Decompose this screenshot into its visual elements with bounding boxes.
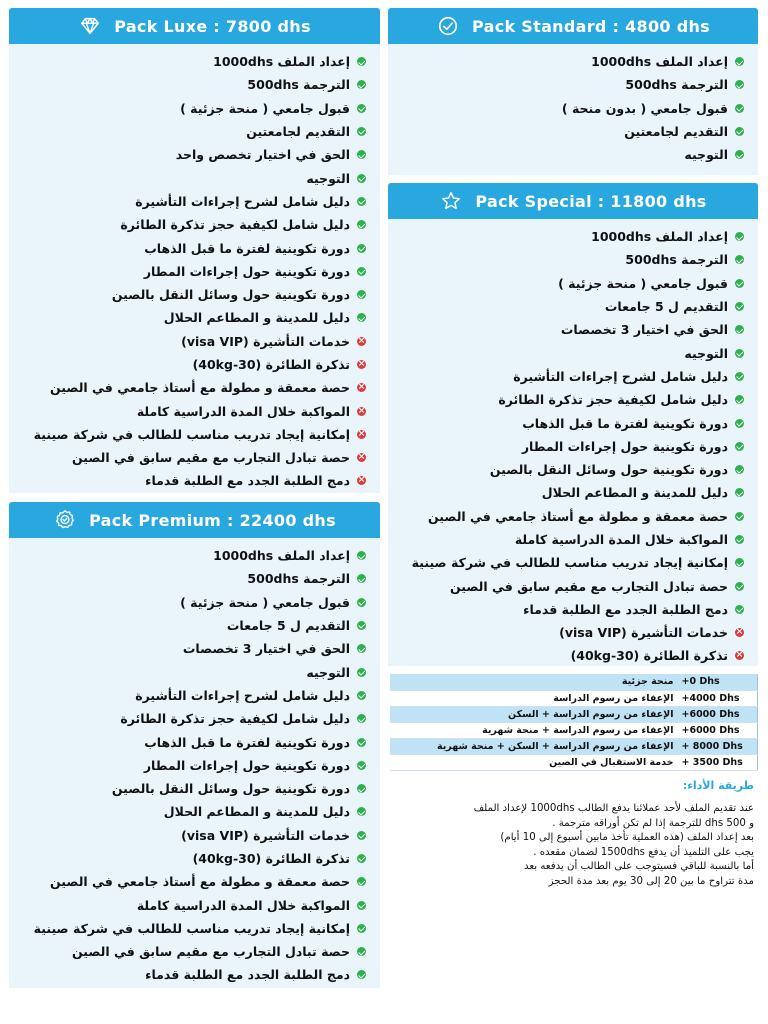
price-row bbox=[390, 722, 758, 738]
price-amount: + 8000 Dhs bbox=[678, 738, 758, 754]
check-icon bbox=[357, 877, 366, 886]
pack-luxe-features bbox=[9, 44, 380, 493]
check-icon bbox=[357, 668, 366, 677]
check-icon bbox=[357, 197, 366, 206]
feature-label: المواكبة خلال المدة الدراسية كاملة bbox=[514, 532, 728, 547]
check-icon bbox=[357, 220, 366, 229]
feature-item bbox=[398, 621, 744, 644]
feature-label: دليل شامل لشرح إجراءات التأشيرة bbox=[135, 193, 350, 209]
feature-item bbox=[19, 190, 366, 213]
price-amount: + 3500 Dhs bbox=[678, 754, 758, 770]
feature-item bbox=[19, 376, 366, 399]
feature-label: التوجيه bbox=[684, 147, 728, 163]
check-icon bbox=[357, 57, 366, 66]
pack-premium-features bbox=[9, 538, 380, 987]
feature-label: دليل شامل لكيفية حجز تذكرة الطائرة bbox=[120, 217, 350, 233]
cross-icon bbox=[357, 360, 366, 369]
check-icon bbox=[357, 761, 366, 770]
cross-icon bbox=[357, 383, 366, 392]
check-icon bbox=[357, 901, 366, 910]
check-icon bbox=[357, 267, 366, 276]
feature-label: الترجمة 500dhs bbox=[625, 77, 728, 93]
feature-label: دورة تكوينية حول وسائل النقل بالصين bbox=[111, 781, 350, 797]
feature-item bbox=[398, 225, 744, 248]
feature-label: حصة تبادل التجارب مع مقيم سابق في الصين bbox=[449, 578, 728, 594]
cross-icon bbox=[357, 476, 366, 485]
payment-line: بعد إعداد الملف (هذه العملية تأخذ مابين أسبوع إلى 10 أيام) bbox=[500, 832, 754, 843]
feature-label: دليل شامل لشرح إجراءات التأشيرة bbox=[513, 368, 728, 384]
price-label: الإعفاء من رسوم الدراسة + السكن + منحة شهرية bbox=[390, 738, 678, 754]
feature-label: خدمات التأشيرة (visa VIP) bbox=[559, 625, 728, 641]
check-icon bbox=[357, 807, 366, 816]
check-icon bbox=[735, 442, 744, 451]
price-amount: +0 Dhs bbox=[678, 674, 758, 690]
price-amount: +6000 Dhs bbox=[678, 722, 758, 738]
feature-item bbox=[19, 730, 366, 753]
feature-label: دمج الطلبة الجدد مع الطلبة قدماء bbox=[145, 967, 350, 983]
feature-item bbox=[19, 97, 366, 120]
feature-item bbox=[398, 295, 744, 318]
price-amount: +4000 Dhs bbox=[678, 690, 758, 706]
feature-item bbox=[19, 777, 366, 800]
feature-label: إمكانية إيجاد تدريب مناسب للطالب في شركة صينية bbox=[33, 920, 350, 936]
check-icon bbox=[735, 232, 744, 241]
pack-special-features bbox=[388, 219, 758, 668]
feature-label: دليل للمدينة و المطاعم الحلال bbox=[163, 804, 350, 820]
feature-item bbox=[19, 469, 366, 492]
check-icon bbox=[735, 582, 744, 591]
feature-item bbox=[398, 435, 744, 458]
feature-label: التوجيه bbox=[684, 345, 728, 361]
feature-item bbox=[19, 707, 366, 730]
feature-label: التقديم ل 5 جامعات bbox=[226, 618, 350, 634]
feature-label: قبول جامعي ( بدون منحة ) bbox=[561, 100, 728, 116]
feature-label: الحق في اختيار تخصص واحد bbox=[175, 147, 350, 163]
feature-label: خدمات التأشيرة (visa VIP) bbox=[181, 827, 350, 843]
pack-standard-card bbox=[388, 8, 758, 175]
feature-item bbox=[19, 963, 366, 986]
pack-standard-features bbox=[388, 44, 758, 166]
price-row bbox=[390, 754, 758, 770]
check-icon bbox=[357, 127, 366, 136]
feature-item bbox=[398, 388, 744, 411]
feature-item bbox=[19, 166, 366, 189]
check-icon bbox=[357, 854, 366, 863]
price-row bbox=[390, 706, 758, 722]
feature-label: حصة تبادل التجارب مع مقيم سابق في الصين bbox=[71, 450, 350, 466]
feature-label: دورة تكوينية حول وسائل النقل بالصين bbox=[489, 462, 728, 478]
feature-item bbox=[19, 283, 366, 306]
feature-label: المواكبة خلال المدة الدراسية كاملة bbox=[136, 403, 350, 419]
feature-label: الحق في اختيار 3 تخصصات bbox=[182, 641, 350, 657]
feature-label: إعداد الملف 1000dhs bbox=[213, 548, 350, 564]
feature-item bbox=[398, 598, 744, 621]
feature-label: المواكبة خلال المدة الدراسية كاملة bbox=[136, 897, 350, 913]
feature-label: التوجيه bbox=[306, 170, 350, 186]
feature-item bbox=[19, 800, 366, 823]
feature-item bbox=[398, 574, 744, 597]
feature-label: تذكرة الطائرة (30-40kg) bbox=[192, 851, 350, 866]
feature-item bbox=[19, 236, 366, 259]
feature-item bbox=[19, 917, 366, 940]
price-row bbox=[390, 674, 758, 690]
check-icon bbox=[735, 419, 744, 428]
check-icon bbox=[357, 784, 366, 793]
feature-item bbox=[398, 120, 744, 143]
feature-label: دورة تكوينية حول وسائل النقل بالصين bbox=[111, 287, 350, 303]
price-label: الإعفاء من رسوم الدراسة + السكن bbox=[390, 706, 678, 722]
feature-label: دليل شامل لكيفية حجز تذكرة الطائرة bbox=[120, 711, 350, 727]
cross-icon bbox=[357, 407, 366, 416]
feature-label: حصة معمقة و مطولة مع أستاذ جامعي في الصين bbox=[50, 874, 350, 890]
feature-label: دليل شامل لكيفية حجز تذكرة الطائرة bbox=[498, 392, 728, 408]
feature-item bbox=[398, 318, 744, 341]
feature-item bbox=[398, 73, 744, 96]
feature-item bbox=[19, 847, 366, 870]
cross-icon bbox=[357, 430, 366, 439]
feature-item bbox=[398, 644, 744, 667]
pack-luxe-card bbox=[9, 8, 380, 493]
feature-item bbox=[398, 365, 744, 388]
feature-item bbox=[19, 330, 366, 353]
payment-method-title: طريقة الأداء: bbox=[682, 779, 754, 792]
feature-label: دورة تكوينية لفترة ما قبل الذهاب bbox=[522, 415, 728, 431]
feature-item bbox=[19, 754, 366, 777]
price-label: منحة جزئية bbox=[390, 674, 678, 690]
check-icon bbox=[357, 244, 366, 253]
check-icon bbox=[735, 325, 744, 334]
feature-label: الترجمة 500dhs bbox=[247, 77, 350, 93]
check-icon bbox=[735, 255, 744, 264]
feature-item bbox=[19, 684, 366, 707]
feature-item bbox=[19, 50, 366, 73]
feature-label: دورة تكوينية لفترة ما قبل الذهاب bbox=[144, 240, 350, 256]
feature-label: الحق في اختيار 3 تخصصات bbox=[560, 322, 728, 338]
feature-label: خدمات التأشيرة (visa VIP) bbox=[181, 333, 350, 349]
feature-label: حصة معمقة و مطولة مع أستاذ جامعي في الصين bbox=[50, 380, 350, 396]
feature-label: إمكانية إيجاد تدريب مناسب للطالب في شركة صينية bbox=[33, 426, 350, 442]
check-icon bbox=[357, 621, 366, 630]
feature-item bbox=[398, 505, 744, 528]
feature-item bbox=[398, 551, 744, 574]
check-icon bbox=[735, 558, 744, 567]
feature-label: إعداد الملف 1000dhs bbox=[591, 229, 728, 245]
feature-item bbox=[398, 458, 744, 481]
feature-label: التقديم ل 5 جامعات bbox=[604, 299, 728, 315]
feature-label: إعداد الملف 1000dhs bbox=[213, 54, 350, 70]
cross-icon bbox=[735, 628, 744, 637]
check-icon bbox=[357, 598, 366, 607]
feature-label: دورة تكوينية حول إجراءات المطار bbox=[143, 757, 350, 773]
feature-item bbox=[19, 260, 366, 283]
check-icon bbox=[735, 57, 744, 66]
feature-label: دورة تكوينية لفترة ما قبل الذهاب bbox=[144, 734, 350, 750]
feature-label: الترجمة 500dhs bbox=[625, 252, 728, 268]
check-icon bbox=[357, 947, 366, 956]
feature-item bbox=[19, 637, 366, 660]
check-icon bbox=[735, 104, 744, 113]
check-icon bbox=[357, 714, 366, 723]
check-icon bbox=[357, 290, 366, 299]
feature-item bbox=[19, 423, 366, 446]
check-circle-icon bbox=[436, 14, 460, 38]
feature-label: دليل للمدينة و المطاعم الحلال bbox=[541, 485, 728, 501]
feature-item bbox=[19, 567, 366, 590]
check-icon bbox=[735, 80, 744, 89]
feature-label: تذكرة الطائرة (30-40kg) bbox=[570, 648, 728, 664]
feature-item bbox=[19, 73, 366, 96]
feature-item bbox=[19, 940, 366, 963]
scholarship-price-table bbox=[390, 674, 758, 771]
check-icon bbox=[357, 80, 366, 89]
payment-method-section bbox=[388, 778, 758, 889]
pack-standard-header bbox=[388, 8, 758, 44]
payment-line: و 500 dhs للترجمة إذا لم تكن أوراقه مترجمة . bbox=[552, 817, 754, 829]
diamond-icon bbox=[78, 14, 102, 38]
feature-item bbox=[398, 528, 744, 551]
price-row bbox=[390, 690, 758, 706]
feature-label: دليل للمدينة و المطاعم الحلال bbox=[163, 310, 350, 326]
pack-premium-header bbox=[9, 502, 380, 538]
check-icon bbox=[735, 372, 744, 381]
feature-item bbox=[19, 614, 366, 637]
cross-icon bbox=[357, 337, 366, 346]
feature-label: دورة تكوينية حول إجراءات المطار bbox=[521, 438, 728, 454]
price-label: الإعفاء من رسوم الدراسة bbox=[390, 690, 678, 706]
cross-icon bbox=[735, 651, 744, 660]
feature-item bbox=[19, 660, 366, 683]
feature-item bbox=[398, 143, 744, 166]
check-icon bbox=[357, 691, 366, 700]
pack-premium-card bbox=[9, 502, 380, 988]
price-row bbox=[390, 738, 758, 754]
feature-label: دمج الطلبة الجدد مع الطلبة قدماء bbox=[523, 601, 728, 617]
check-icon bbox=[357, 551, 366, 560]
price-label: خدمة الاستقبال في الصين bbox=[390, 754, 678, 770]
feature-item bbox=[19, 870, 366, 893]
payment-line: مدة تتراوح ما بين 20 إلى 30 يوم بعد مدة الحجز bbox=[548, 875, 754, 887]
feature-label: دورة تكوينية حول إجراءات المطار bbox=[143, 263, 350, 279]
check-icon bbox=[357, 738, 366, 747]
check-icon bbox=[357, 831, 366, 840]
feature-label: دمج الطلبة الجدد مع الطلبة قدماء bbox=[145, 473, 350, 489]
pack-special-title: Pack Special : 11800 dhs bbox=[475, 191, 707, 211]
feature-item bbox=[19, 120, 366, 143]
check-icon bbox=[735, 535, 744, 544]
feature-label: تذكرة الطائرة (30-40kg) bbox=[192, 357, 350, 372]
payment-line: أما بالنسبة للباقي فسيتوجب على الطالب أن يدفعه بعد bbox=[523, 861, 754, 872]
payment-method-text bbox=[388, 802, 758, 889]
check-icon bbox=[357, 644, 366, 653]
feature-item bbox=[398, 248, 744, 271]
check-icon bbox=[357, 970, 366, 979]
check-icon bbox=[735, 150, 744, 159]
pack-special-header bbox=[388, 183, 758, 219]
payment-line: عند تقديم الملف لأحد عملائنا يدفع الطالب 1000dhs لإعداد الملف bbox=[473, 803, 754, 814]
feature-label: قبول جامعي ( منحة جزئية ) bbox=[180, 100, 350, 116]
check-icon bbox=[357, 574, 366, 583]
feature-item bbox=[19, 213, 366, 236]
price-amount: +6000 Dhs bbox=[678, 706, 758, 722]
feature-label: قبول جامعي ( منحة جزئية ) bbox=[558, 275, 728, 291]
check-icon bbox=[735, 395, 744, 404]
feature-item bbox=[398, 97, 744, 120]
check-icon bbox=[357, 313, 366, 322]
feature-item bbox=[398, 272, 744, 295]
feature-label: إمكانية إيجاد تدريب مناسب للطالب في شركة صينية bbox=[411, 555, 728, 571]
check-icon bbox=[357, 174, 366, 183]
feature-item bbox=[398, 481, 744, 504]
feature-label: حصة تبادل التجارب مع مقيم سابق في الصين bbox=[71, 944, 350, 960]
feature-label: دليل شامل لشرح إجراءات التأشيرة bbox=[135, 687, 350, 703]
feature-item bbox=[19, 591, 366, 614]
check-icon bbox=[735, 349, 744, 358]
pack-luxe-title: Pack Luxe : 7800 dhs bbox=[114, 16, 311, 36]
check-icon bbox=[735, 465, 744, 474]
pack-special-card bbox=[388, 183, 758, 666]
feature-item bbox=[398, 341, 744, 364]
feature-item bbox=[19, 143, 366, 166]
feature-item bbox=[19, 824, 366, 847]
feature-item bbox=[19, 399, 366, 422]
feature-item bbox=[19, 306, 366, 329]
pack-standard-title: Pack Standard : 4800 dhs bbox=[472, 16, 710, 36]
feature-item bbox=[19, 446, 366, 469]
price-label: الإعفاء من رسوم الدراسة + منحة شهرية bbox=[390, 722, 678, 738]
check-icon bbox=[357, 104, 366, 113]
feature-item bbox=[19, 893, 366, 916]
payment-line: يجب على التلميذ أن يدفع 1500dhs لضمان مقعده . bbox=[533, 846, 754, 858]
feature-label: التوجيه bbox=[306, 664, 350, 680]
badge-icon bbox=[53, 508, 77, 532]
cross-icon bbox=[357, 453, 366, 462]
feature-item bbox=[398, 411, 744, 434]
check-icon bbox=[735, 488, 744, 497]
check-icon bbox=[735, 127, 744, 136]
check-icon bbox=[357, 150, 366, 159]
pack-luxe-header bbox=[9, 8, 380, 44]
feature-item bbox=[19, 353, 366, 376]
feature-label: إعداد الملف 1000dhs bbox=[591, 54, 728, 70]
feature-label: التقديم لجامعتين bbox=[246, 124, 350, 140]
feature-item bbox=[19, 544, 366, 567]
feature-label: التقديم لجامعتين bbox=[624, 124, 728, 140]
check-icon bbox=[357, 924, 366, 933]
check-icon bbox=[735, 302, 744, 311]
check-icon bbox=[735, 605, 744, 614]
check-icon bbox=[735, 279, 744, 288]
pack-premium-title: Pack Premium : 22400 dhs bbox=[89, 510, 336, 530]
feature-label: حصة معمقة و مطولة مع أستاذ جامعي في الصين bbox=[428, 508, 728, 524]
check-icon bbox=[735, 512, 744, 521]
feature-item bbox=[398, 50, 744, 73]
star-icon bbox=[439, 189, 463, 213]
feature-label: قبول جامعي ( منحة جزئية ) bbox=[180, 594, 350, 610]
feature-label: الترجمة 500dhs bbox=[247, 571, 350, 587]
